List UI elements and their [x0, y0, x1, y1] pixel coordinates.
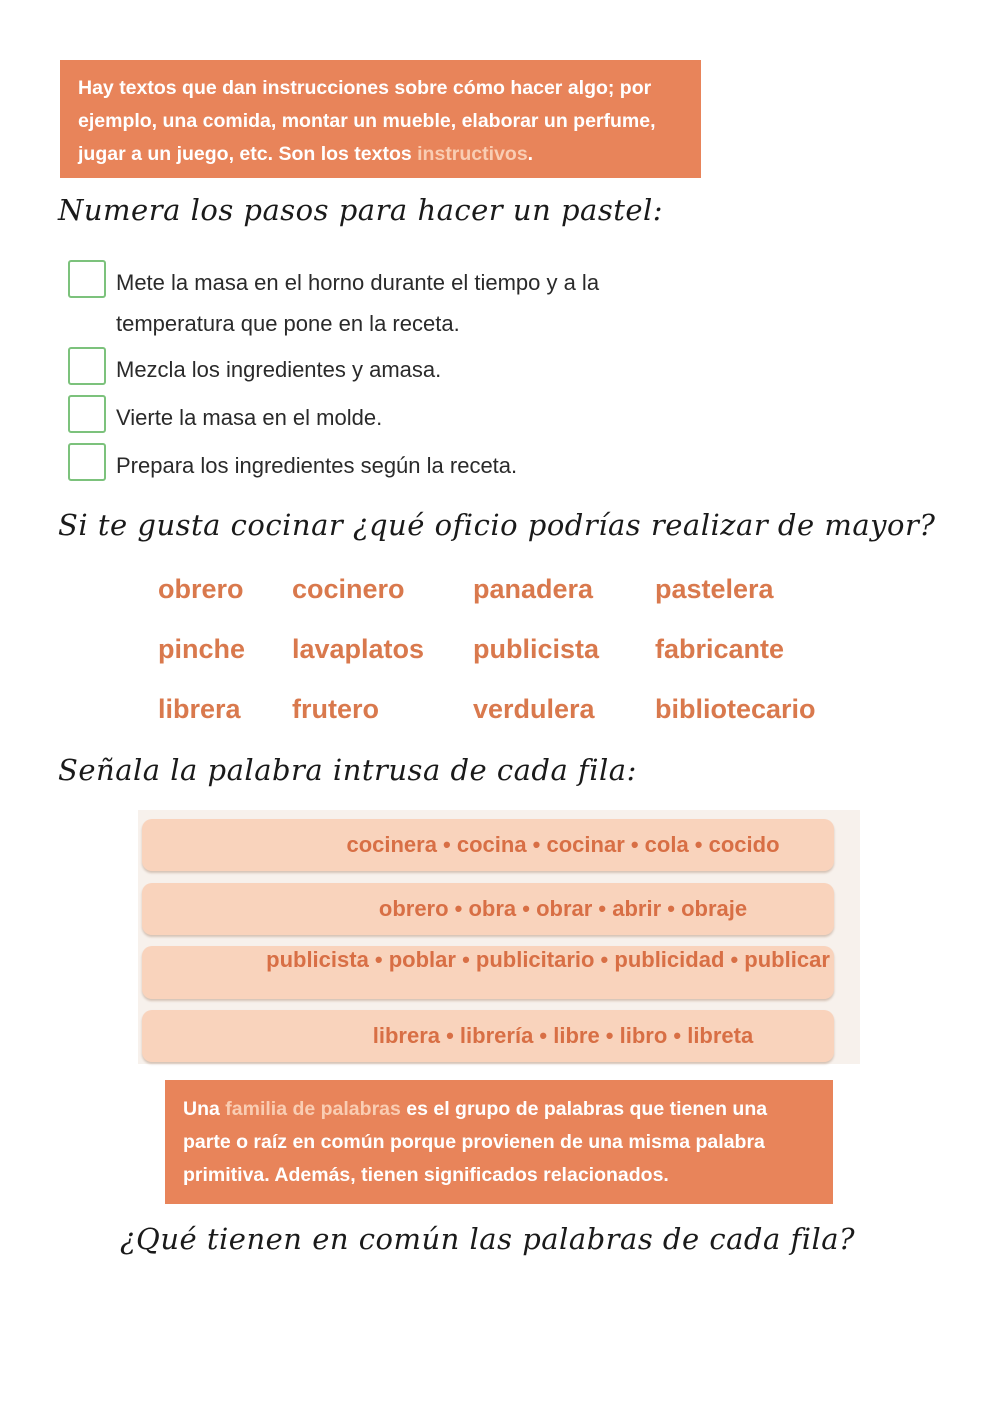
job-option[interactable]: pinche: [158, 634, 246, 664]
step-text: Mete la masa en el horno durante el tiempo y a la temperatura que pone en la receta.: [116, 270, 600, 336]
step-text: Vierte la masa en el molde.: [116, 405, 383, 430]
job-option[interactable]: librera: [158, 694, 241, 724]
family-text-before: Una: [183, 1098, 226, 1120]
job-option[interactable]: pastelera: [655, 574, 774, 604]
job-option[interactable]: bibliotecario: [655, 694, 816, 724]
question-order-steps: Numera los pasos para hacer un pastel:: [58, 193, 664, 227]
intro-highlight: instructivos: [417, 143, 528, 165]
family-text-after: es el grupo de palabras que tienen una parte o raíz en común porque provienen de una misma palabra primitiva. Además, tienen significados relacionados.: [183, 1098, 768, 1186]
job-option[interactable]: frutero: [292, 694, 379, 724]
step-text: Prepara los ingredientes según la receta.: [116, 453, 518, 478]
step-number-box[interactable]: [68, 395, 106, 433]
job-option[interactable]: obrero: [158, 574, 244, 604]
word-row[interactable]: librera • librería • libre • libro • libreta: [142, 1010, 834, 1062]
job-option[interactable]: panadera: [473, 574, 594, 604]
job-option[interactable]: publicista: [473, 634, 600, 664]
step-number-box[interactable]: [68, 260, 106, 298]
intro-info-box: [60, 60, 701, 178]
step-number-box[interactable]: [68, 347, 106, 385]
word-row[interactable]: publicista • poblar • publicitario • publicidad • publicar: [142, 946, 834, 999]
intro-text-before: Hay textos que dan instrucciones sobre cómo hacer algo; por ejemplo, una comida, montar un mueble, elaborar un perfume, jugar a un juego, etc. Son los textos: [78, 77, 656, 165]
word-family-info-box: [165, 1080, 833, 1204]
job-option[interactable]: lavaplatos: [292, 634, 425, 664]
family-highlight: familia de palabras: [225, 1098, 401, 1120]
intro-text-after: .: [527, 143, 534, 165]
word-row[interactable]: obrero • obra • obrar • abrir • obraje: [142, 883, 834, 935]
job-option[interactable]: cocinero: [292, 574, 405, 604]
step-number-box[interactable]: [68, 443, 106, 481]
question-intruder-word: Señala la palabra intrusa de cada fila:: [58, 753, 637, 787]
job-option[interactable]: verdulera: [473, 694, 595, 724]
step-text: Mezcla los ingredientes y amasa.: [116, 357, 442, 382]
question-common-root: ¿Qué tienen en común las palabras de cada fila?: [120, 1222, 856, 1256]
word-row[interactable]: cocinera • cocina • cocinar • cola • cocido: [142, 819, 834, 871]
question-job: Si te gusta cocinar ¿qué oficio podrías realizar de mayor?: [58, 508, 936, 542]
job-option[interactable]: fabricante: [655, 634, 785, 664]
